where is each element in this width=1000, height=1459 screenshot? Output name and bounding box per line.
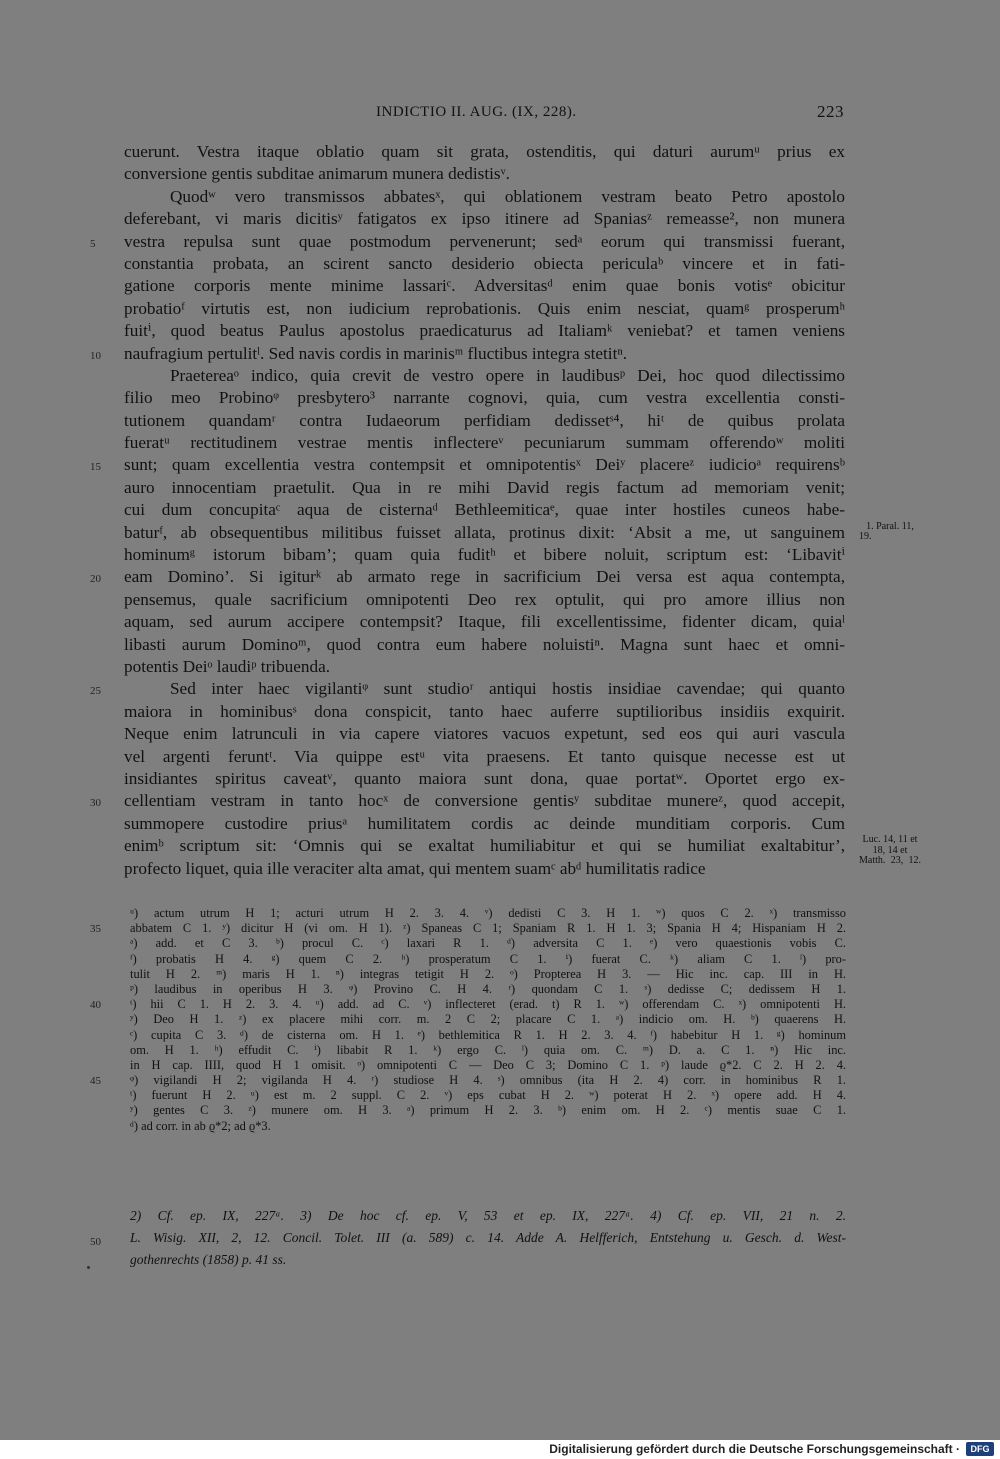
- footer-bar: [0, 1440, 1000, 1459]
- margin-citation: 1. Paral. 11, 19.: [859, 520, 914, 543]
- footnote-line: [130, 1103, 846, 1118]
- footnote-line-text: in H cap. IIII, quod H 1 omisit. ᵒ) omnipotenti C — Deo C 3; Domino C 1. ᵖ) laude ϱ*2. C 2. H 2. 4.: [130, 1057, 846, 1072]
- line-number: 45: [90, 1075, 101, 1088]
- text-line-text: gatione corporis mente minime lassariᶜ. Adversitasᵈ enim quae bonis votisᵉ obicitur: [124, 276, 845, 296]
- footnote-line: [130, 1043, 846, 1058]
- text-line-text: constantia probata, an scirent sancto desiderio obiecta periculaᵇ vincere et in fati-: [124, 253, 845, 273]
- reference-line-text: L. Wisig. XII, 2, 12. Concil. Tolet. III (a. 589) c. 14. Adde A. Helfferich, Entstehung u. Gesch. d. West-: [130, 1230, 846, 1245]
- text-line-text: naufragium pertulitˡ. Sed navis cordis in marinisᵐ fluctibus integra stetitⁿ.: [124, 343, 628, 363]
- footnote-line-text: ʸ) Deo H 1. ᶻ) ex placere mihi corr. m. 2 C 2; placare C 1. ᵃ) indicio om. H. ᵇ) quaerens H.: [130, 1012, 846, 1027]
- footnote-line: [130, 967, 846, 982]
- text-line-text: eam Domino’. Si igiturᵏ ab armato rege in sacrificium Dei versa est aqua contempta,: [124, 567, 845, 587]
- text-line-text: filio meo Probinoᵠ presbytero³ narrante cognovi, quia, cum vestra excellentia consti-: [124, 388, 845, 408]
- reference-line: [130, 1249, 846, 1271]
- line-number: 15: [90, 461, 101, 474]
- text-line-text: libasti aurum Dominoᵐ, quod contra eum habere noluistiⁿ. Magna sunt haec et omni-: [124, 634, 845, 654]
- text-line: [124, 834, 921, 867]
- line-number: 30: [90, 797, 101, 810]
- footnote-line-text: ᵗ) hii C 1. H 2. 3. 4. ᵘ) add. ad C. ᵛ) inflecteret (erad. t) R 1. ʷ) offerendam C. ˣ) omnipotenti H.: [130, 997, 846, 1012]
- text-line-text: aquam, sed aurum accipere contempsit? Itaque, fili excellentissime, fidenter dicam, quiaˡ: [124, 612, 845, 632]
- text-line: [124, 208, 845, 230]
- footnote-line: [90, 1073, 846, 1088]
- text-line-text: vel argenti feruntᵗ. Via quippe estᵘ vita praesens. Et tanto quisque necesse est ut: [124, 746, 845, 766]
- footnote-line-text: tulit H 2. ᵐ) maris H 1. ⁿ) integras tetigit H 2. ᵒ) Propterea H 3. — Hic inc. cap. III in H.: [130, 966, 846, 981]
- text-line-text: maiora in hominibusˢ dona conspicit, tanto haec auferre suptilioribus insidiis exquirit.: [124, 701, 845, 721]
- text-line-text: conversione gentis subditae animarum munera dedistisᵛ.: [124, 164, 510, 184]
- footnote-line-text: ᵃ) add. et C 3. ᵇ) procul C. ᶜ) laxari R 1. ᵈ) adversita C 1. ᵉ) vero quaestionis vobis C.: [130, 936, 846, 951]
- text-line: [124, 387, 845, 409]
- text-line-text: fuitⁱ, quod beatus Paulus apostolus praedicaturus ad Italiamᵏ veniebat? et tamen veniens: [124, 321, 845, 341]
- footnote-line-text: abbatem C 1. ʸ) dicitur H (vi om. H 1). ᶻ) Spaneas C 1; Spaniam R 1. H 1. 3; Spania H 4; Hispaniam H 2.: [130, 921, 846, 936]
- footnote-line-text: ᵠ) vigilandi H 2; vigilanda H 4. ʳ) studiose H 4. ˢ) omnibus (ita H 2. 4) corr. in hominibus R 1.: [130, 1073, 846, 1088]
- line-number: 25: [90, 685, 101, 698]
- text-line-text: baturᶠ, ab obsequentibus militibus fuisset allata, protinus dixit: ‘Absit a me, ut sanguinem: [124, 522, 845, 542]
- text-line-text: sunt; quam excellentia vestra contempsit et omnipotentisˣ Deiʸ placereᶻ iudicioᵃ requirensᵇ: [124, 455, 845, 475]
- text-line-text: tutionem quandamʳ contra Iudaeorum perfidiam dedissetˢ⁴, hiᵗ de quibus prolata: [124, 410, 845, 430]
- text-line-text: Quodʷ vero transmissos abbatesˣ, qui oblationem vestram beato Petro apostolo: [170, 186, 845, 206]
- text-line: [124, 320, 845, 342]
- text-line-text: vestra repulsa sunt quae postmodum pervenerunt; sedᵃ eorum qui transmissi fuerant,: [124, 231, 845, 251]
- footnote-line: [130, 906, 846, 921]
- line-number: 20: [90, 573, 101, 586]
- text-line-text: hominumᵍ istorum bibam’; quam quia fuditʰ et bibere noluit, scriptum est: ‘Libavitⁱ: [124, 545, 845, 565]
- text-line-text: fueratᵘ rectitudinem vestrae mentis inflectereᵛ pecuniarum summam offerendoʷ moliti: [124, 433, 845, 453]
- footnote-line: [130, 1028, 846, 1043]
- text-line: [124, 141, 845, 163]
- text-line: [124, 723, 845, 745]
- text-line: [124, 589, 845, 611]
- footnote-line: [90, 921, 846, 936]
- footnote-line: [130, 1088, 846, 1103]
- header-title: INDICTIO II. AUG. (IX, 228).: [376, 104, 577, 120]
- text-line: [124, 634, 845, 656]
- text-line-text: insidiantes spiritus caveatᵛ, quanto maiora sunt dona, quae portatʷ. Oportet ergo ex-: [124, 768, 845, 788]
- reference-line: [130, 1205, 846, 1227]
- text-line: [124, 768, 845, 790]
- dfg-logo[interactable]: DFG: [966, 1442, 994, 1456]
- text-line-text: cuerunt. Vestra itaque oblatio quam sit grata, ostenditis, qui daturi aurumᵘ prius ex: [124, 142, 845, 161]
- text-line: [90, 790, 845, 812]
- source-notes: [90, 1205, 846, 1271]
- line-number: 5: [90, 237, 96, 250]
- reference-line: [90, 1227, 846, 1249]
- main-text: [90, 141, 921, 880]
- text-line: [124, 365, 845, 387]
- footnote-line: [130, 1119, 846, 1134]
- text-line: [124, 656, 845, 678]
- text-line: [124, 275, 845, 297]
- footnote-line: [130, 952, 846, 967]
- footnote-line-text: om. H 1. ʰ) effudit C. ⁱ) libabit R 1. ᵏ) ergo C. ˡ) quia om. C. ᵐ) D. a. C 1. ⁿ) Hic inc.: [130, 1042, 846, 1057]
- text-line-text: auro innocentiam praetulit. Qua in re mihi David regis factum ad memoriam venit;: [124, 477, 845, 497]
- footnote-line-text: ʸ) gentes C 3. ᶻ) munere om. H 3. ᵃ) primum H 2. 3. ᵇ) enim om. H 2. ᶜ) mentis suae C 1.: [130, 1103, 846, 1118]
- footnote-line: [90, 997, 846, 1012]
- footnote-line-text: ᵖ) laudibus in operibus H 3. ᵠ) Provino C. H 4. ʳ) quondam C 1. ˢ) dedisse C; dedissem H 1.: [130, 981, 846, 996]
- footnote-line-text: ᵈ) ad corr. in ab ϱ*2; ad ϱ*3.: [130, 1118, 271, 1133]
- text-line-text: cellentiam vestram in tanto hocˣ de conversione gentisʸ subditae munereᶻ, quod accepit,: [124, 791, 845, 811]
- text-line: [124, 410, 845, 432]
- text-line-text: deferebant, vi maris dicitisʸ fatigatos ex ipso itinere ad Spaniasᶻ remeasse², non munera: [124, 209, 845, 229]
- text-line: [90, 343, 845, 365]
- text-line: [124, 477, 845, 499]
- text-line: [124, 253, 845, 275]
- text-line-text: profecto liquet, quia ille veraciter alta amat, qui mentem suamᶜ abᵈ humilitatis radice: [124, 858, 706, 878]
- margin-citation: Luc. 14, 11 et 18, 14 et Matth. 23, 12.: [859, 834, 921, 867]
- text-line: [90, 231, 845, 253]
- text-line-text: pensemus, quale sacrificium omnipotenti Deo rex optulit, qui pro amore illius non: [124, 589, 845, 609]
- text-line-text: Neque enim latrunculi in via capere viatores vacuos expetunt, sed eos qui auri vascula: [124, 724, 845, 744]
- text-line: [124, 746, 845, 768]
- text-line-text: summopere custodire priusᵃ humilitatem cordis ac deinde munditiam corporis. Cum: [124, 813, 845, 833]
- text-line-text: cui dum concupitaᶜ aqua de cisternaᵈ Bethleemiticaᵉ, quae inter hostiles cuneos habe-: [124, 500, 845, 520]
- line-number: 40: [90, 999, 101, 1012]
- funding-notice: Digitalisierung gefördert durch die Deutsche Forschungsgemeinschaft ·: [549, 1442, 960, 1456]
- text-line-text: probatioᶠ virtutis est, non iudicium reprobationis. Quis enim nesciat, quamᵍ prosperumʰ: [124, 298, 845, 318]
- line-number: 10: [90, 349, 101, 362]
- footnote-line: [130, 1058, 846, 1073]
- line-number: 50: [90, 1236, 101, 1248]
- text-line: [124, 813, 845, 835]
- line-number: 35: [90, 923, 101, 936]
- text-line-text: Praetereaᵒ indico, quia crevit de vestro opere in laudibusᵖ Dei, hoc quod dilectissimo: [170, 365, 845, 385]
- page-number: 223: [817, 102, 844, 121]
- text-line: [124, 701, 845, 723]
- scan-speck: [87, 1266, 90, 1269]
- text-line: [90, 454, 845, 476]
- reference-line-text: 2) Cf. ep. IX, 227ᵃ. 3) De hoc cf. ep. V, 53 et ep. IX, 227ᵃ. 4) Cf. ep. VII, 21 n. 2.: [130, 1208, 846, 1223]
- reference-line-text: gothenrechts (1858) p. 41 ss.: [130, 1252, 287, 1267]
- footnote-line-text: ᶜ) cupita C 3. ᵈ) de cisterna om. H 1. ᵉ) bethlemitica R 1. H 2. 3. 4. ᶠ) habebitur H 1. ᵍ) hominum: [130, 1027, 846, 1042]
- text-line: [124, 163, 845, 185]
- footnote-line: [130, 1012, 846, 1027]
- text-line: [90, 566, 845, 588]
- footnote-line-text: ᶠ) probatis H 4. ᵍ) quem C 2. ʰ) prosperatum C 1. ⁱ) fuerat C. ᵏ) aliam C 1. ˡ) pro-: [130, 951, 846, 966]
- critical-apparatus: [90, 906, 846, 1134]
- text-line: [124, 298, 845, 320]
- text-line-text: Sed inter haec vigilantiᵠ sunt studioʳ antiqui hostis insidiae cavendae; qui quanto: [170, 679, 845, 699]
- text-line: [124, 858, 845, 880]
- text-line: [124, 186, 845, 208]
- footnote-line: [130, 982, 846, 997]
- text-line: [124, 520, 914, 544]
- text-line: [90, 678, 845, 700]
- footnote-line: [130, 936, 846, 951]
- footnote-line-text: ᵗ) fuerunt H 2. ᵘ) est m. 2 suppl. C 2. ᵛ) eps cubat H 2. ʷ) poterat H 2. ˣ) opere add. H 4.: [130, 1088, 846, 1103]
- text-line: [124, 432, 845, 454]
- text-line-text: enimᵇ scriptum sit: ‘Omnis qui se exaltat humiliabitur et qui se humiliat exaltabitur’,: [124, 836, 845, 856]
- text-line: [124, 611, 845, 633]
- text-line-text: potentis Deiᵒ laudiᵖ tribuenda.: [124, 656, 330, 676]
- text-line: [124, 499, 845, 521]
- text-line: [124, 544, 845, 566]
- footnote-line-text: ᵘ) actum utrum H 1; acturi utrum H 2. 3. 4. ᵛ) dedisti C 3. H 1. ʷ) quos C 2. ˣ) transmisso: [130, 906, 846, 920]
